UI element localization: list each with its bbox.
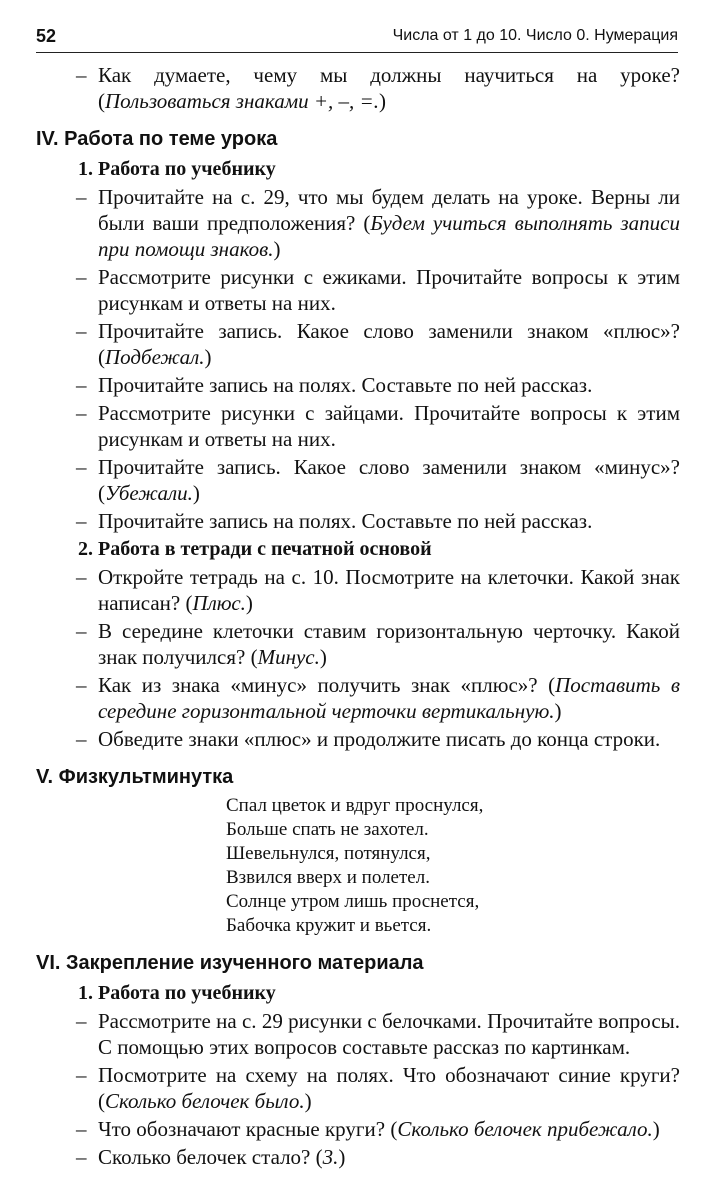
poem [226, 794, 680, 938]
list-item: – Посмотрите на схему на полях. Что обозначают синие круги? (Сколько белочек было.) [76, 1063, 680, 1113]
list-item: – Прочитайте запись. Какое слово заменили знаком «плюс»? (Подбежал.) [76, 319, 680, 369]
answer-text: Будем учиться выполнять записи при помощи знаков. [98, 211, 680, 261]
answer-text: Подбежал. [105, 345, 205, 369]
list-section4-textbook [36, 184, 680, 534]
answer-text: Пользоваться знаками +, –, =. [105, 89, 379, 113]
dash-mark: – [76, 63, 87, 87]
list-section4-workbook [36, 564, 680, 752]
dash-mark: – [76, 1009, 87, 1033]
dash-mark: – [76, 455, 87, 479]
subsection-title-6-1: 1. Работа по учебнику [78, 982, 276, 1004]
dash-mark: – [76, 373, 87, 397]
poem-line: Спал цветок и вдруг проснулся, [226, 795, 484, 816]
answer-text: Сколько белочек прибежало. [397, 1117, 653, 1141]
running-title: Числа от 1 до 10. Число 0. Нумерация [392, 27, 678, 44]
answer-text: Сколько белочек было. [105, 1089, 305, 1113]
list-item: – Рассмотрите рисунки с зайцами. Прочитайте вопросы к этим рисункам и ответы на них. [76, 401, 680, 451]
list-item: – Прочитайте на с. 29, что мы будем делать на уроке. Верны ли были ваши предположения? (Будем учиться выполнять записи при помощи знаков.) [76, 185, 680, 261]
poem-line: Солнце утром лишь проснется, [226, 891, 480, 912]
intro-question: – Как думаете, чему мы должны научиться на уроке? (Пользоваться знаками +, –, =.) [76, 63, 680, 113]
poem-line: Шевельнулся, потянулся, [226, 843, 431, 864]
dash-mark: – [76, 1117, 87, 1141]
page-body [36, 62, 680, 1172]
list-item: – Сколько белочек стало? (3.) [76, 1145, 346, 1169]
list-item: – Прочитайте запись на полях. Составьте по ней рассказ. [76, 373, 593, 397]
list-item: – Прочитайте запись на полях. Составьте по ней рассказ. [76, 509, 593, 533]
answer-text: 3. [322, 1145, 339, 1169]
list-item: – Обведите знаки «плюс» и продолжите писать до конца строки. [76, 727, 661, 751]
list-section6-textbook [36, 1008, 680, 1170]
section-title-6: VI. Закрепление изученного материала [36, 952, 424, 974]
answer-text: Поставить в середине горизонтальной черточки вертикальную. [98, 673, 680, 723]
list-item: – Рассмотрите рисунки с ежиками. Прочитайте вопросы к этим рисункам и ответы на них. [76, 265, 680, 315]
dash-mark: – [76, 265, 87, 289]
list-item: – Прочитайте запись. Какое слово заменили знаком «минус»? (Убежали.) [76, 455, 680, 505]
dash-mark: – [76, 319, 87, 343]
dash-mark: – [76, 619, 87, 643]
subsection-title-4-2: 2. Работа в тетради с печатной основой [78, 538, 432, 560]
answer-text: Убежали. [105, 481, 193, 505]
answer-text: Минус. [257, 645, 320, 669]
dash-mark: – [76, 185, 87, 209]
dash-mark: – [76, 401, 87, 425]
answer-text: Плюс. [192, 591, 246, 615]
dash-mark: – [76, 673, 87, 697]
list-item: – Как из знака «минус» получить знак «плюс»? (Поставить в середине горизонтальной черточки вертикальную.) [76, 673, 680, 723]
section-title-4: IV. Работа по теме урока [36, 128, 278, 150]
page-header [36, 22, 678, 53]
list-item: – Рассмотрите на с. 29 рисунки с белочками. Прочитайте вопросы. С помощью этих вопросов составьте рассказ по картинкам. [76, 1009, 680, 1059]
poem-line: Взвился вверх и полетел. [226, 867, 430, 888]
dash-mark: – [76, 1145, 87, 1169]
list-item: – Откройте тетрадь на с. 10. Посмотрите на клеточки. Какой знак написан? (Плюс.) [76, 565, 680, 615]
list-item: – Что обозначают красные круги? (Сколько белочек прибежало.) [76, 1117, 660, 1141]
list-item: – В середине клеточки ставим горизонтальную черточку. Какой знак получился? (Минус.) [76, 619, 680, 669]
section-title-5: V. Физкультминутка [36, 766, 234, 788]
page-number: 52 [36, 26, 57, 46]
subsection-title-4-1: 1. Работа по учебнику [78, 158, 276, 180]
dash-mark: – [76, 727, 87, 751]
dash-mark: – [76, 565, 87, 589]
poem-line: Больше спать не захотел. [226, 819, 429, 840]
dash-mark: – [76, 1063, 87, 1087]
dash-mark: – [76, 509, 87, 533]
poem-line: Бабочка кружит и вьется. [226, 915, 432, 936]
